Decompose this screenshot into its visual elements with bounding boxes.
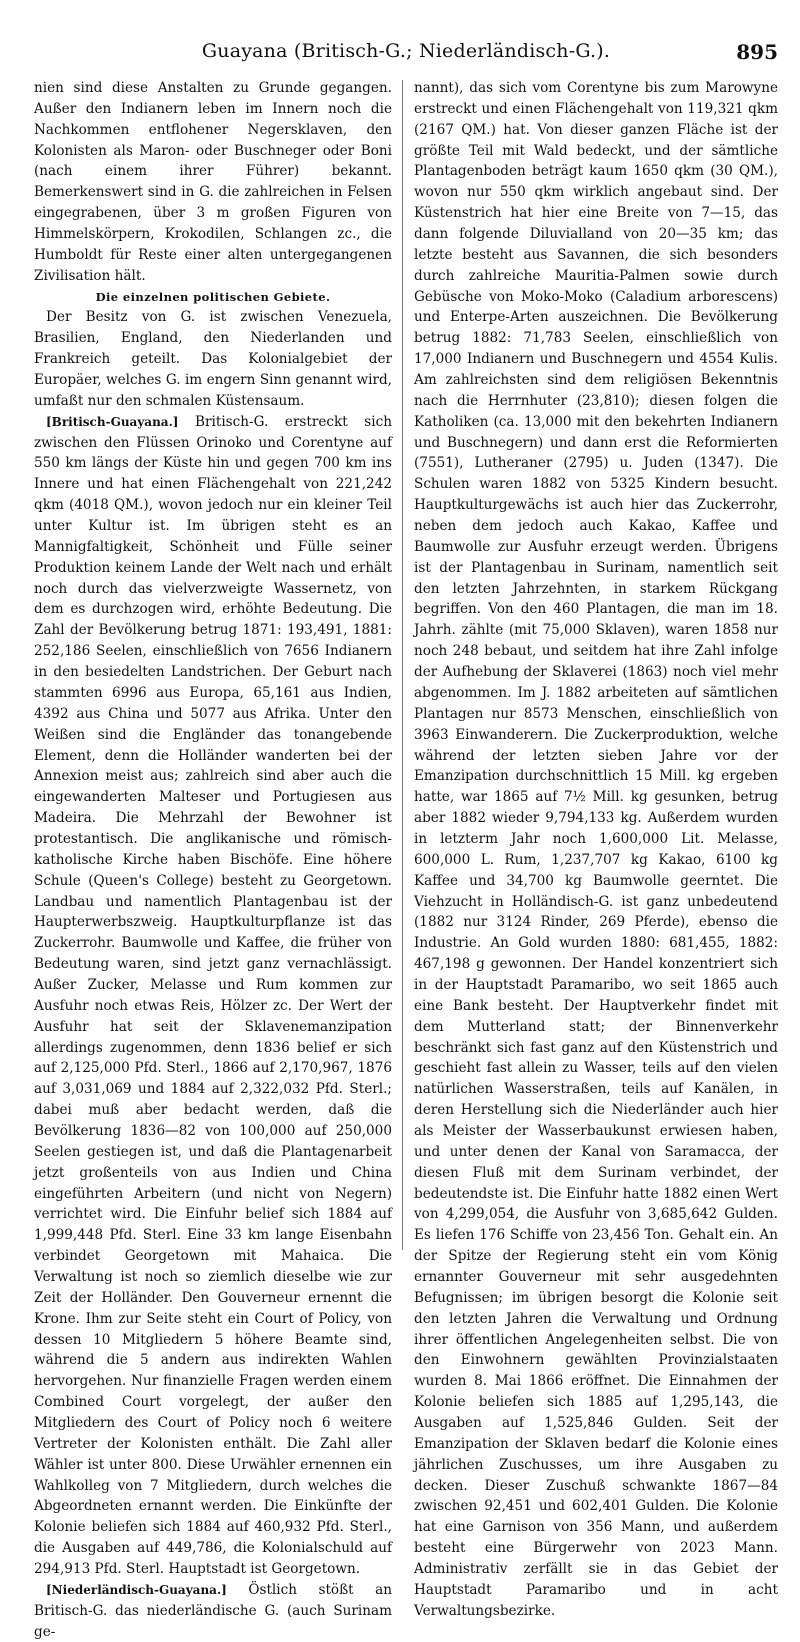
paragraph-british-guiana [34, 412, 392, 1580]
column-divider [402, 80, 403, 1250]
british-guiana-text: Britisch-G. erstreckt sich zwischen den Flüssen Orinoko und Corentyne auf 550 km längs der Küste hin und gegen 700 km ins Innere und hat einen Flächengehalt von 221,242 qkm (4018 QM.), wovon jedoch nur ein kleiner Teil unter Kultur ist. Im übrigen steht es an Mannigfaltigkeit, Schönheit und Fülle seiner Produktion keinem Lande der Welt nach und erhält noch durch das vielverzweigte Wassernetz, von dem es durchzogen wird, erhöhte Bedeutung. Die Zahl der Bevölkerung betrug 1871: 193,491, 1881: 252,186 Seelen, einschließlich von 7656 Indianern in den besiedelten Landstrichen. Der Geburt nach stammten 6996 aus Europa, 65,161 aus Indien, 4392 aus China und 5077 aus Afrika. Unter den Weißen sind die Engländer das tonangebende Element, denn die Holländer wanderten bei der Annexion meist aus; zahlreich sind aber auch die eingewanderten Malteser und Portugiesen aus Madeira. Die Mehrzahl der Bewohner ist protestantisch. Die anglikanische und römisch-katholische Kirche haben Bischöfe. Eine höhere Schule (Queen's College) besteht zu Georgetown. Landbau und namentlich Plantagenbau ist der Haupterwerbszweig. Hauptkulturpflanze ist das Zuckerrohr. Baumwolle und Kaffee, die früher von Bedeutung waren, sind jetzt ganz vernachlässigt. Außer Zucker, Melasse und Rum kommen zur Ausfuhr noch etwas Reis, Hölzer zc. Der Wert der Ausfuhr hat seit der Sklavenemanzipation allerdings zugenommen, denn 1836 belief er sich auf 2,125,000 Pfd. Sterl., 1866 auf 2,170,967, 1876 auf 3,031,069 und 1884 auf 2,322,032 Pfd. Sterl.; dabei muß aber bedacht werden, daß die Bevölkerung 1836—82 von 100,000 auf 250,000 Seelen gestiegen ist, und daß die Plantagenarbeit jetzt großenteils von aus Indien und China eingeführten Arbeitern (und nicht von Negern) verrichtet wird. Die Einfuhr belief sich 1884 auf 1,999,448 Pfd. Sterl. Eine 33 km lange Eisenbahn verbindet Georgetown mit Mahaica. Die Verwaltung ist noch so ziemlich dieselbe wie zur Zeit der Holländer. Den Gouverneur ernennt die Krone. Ihm zur Seite steht ein Court of Policy, von dessen 10 Mitgliedern 5 höhere Beamte sind, während die 5 andern aus indirekten Wahlen hervorgehen. Nur finanzielle Fragen werden einem Combined Court vorgelegt, der außer den Mitgliedern des Court of Policy noch 6 weitere Vertreter der Kolonisten enthält. Die Zahl aller Wähler ist unter 800. Diese Urwähler ernennen ein Wahlkolleg von 7 Mitgliedern, durch welches die Abgeordneten ernannt werden. Die Einkünfte der Kolonie beliefen sich 1884 auf 460,932 Pfd. Sterl., die Ausgaben auf 449,786, die Kolonialschuld auf 294,913 Pfd. Sterl. Hauptstadt ist Georgetown. [34, 413, 392, 1578]
left-column [34, 78, 392, 1642]
british-guiana-label: [Britisch-Guayana.] [46, 414, 179, 429]
page-number: 895 [736, 40, 778, 64]
dutch-guiana-label: [Niederländisch-Guayana.] [46, 1582, 227, 1597]
right-column [414, 78, 778, 1622]
running-title: Guayana (Britisch-G.; Niederländisch-G.). [201, 40, 611, 62]
dutch-guiana-text: Östlich stößt an Britisch-G. das niederländische G. (auch Surinam ge- [34, 1581, 392, 1640]
paragraph-dutch-guiana [34, 1580, 392, 1642]
page-header [34, 40, 778, 70]
section-heading: Die einzelnen politischen Gebiete. [95, 289, 331, 304]
paragraph-possessions: Der Besitz von G. ist zwischen Venezuela, Brasilien, England, den Niederlanden und Frankreich geteilt. Das Kolonialgebiet der Europäer, welches G. im engern Sinn genannt wird, umfaßt nur den schmalen Küstensaum. [34, 309, 392, 409]
paragraph-indians: nien sind diese Anstalten zu Grunde gegangen. Außer den Indianern leben im Innern noch die Nachkommen entflohener Negersklaven, den Kolonisten als Maron- oder Buschneger oder Boni (nach einem ihrer Führer) bekannt. Bemerkenswert sind in G. die zahlreichen in Felsen eingegrabenen, über 3 m großen Figuren von Himmelskörpern, Krokodilen, Schlangen zc., die Humboldt für Reste einer alten untergegangenen Zivilisation hält. [34, 80, 392, 284]
paragraph-surinam: nannt), das sich vom Corentyne bis zum Marowyne erstreckt und einen Flächengehalt von 119,321 qkm (2167 QM.) hat. Von dieser ganzen Fläche ist der größte Teil mit Wald bedeckt, und der sämtliche Plantagenboden beträgt kaum 1650 qkm (30 QM.), wovon nur 550 qkm wirklich angebaut sind. Der Küstenstrich hat hier eine Breite von 7—15, das dann folgende Diluvialland von 20—35 km; das letzte besteht aus Savannen, die sich besonders durch zahlreiche Mauritia-Palmen sowie durch Gebüsche von Moko-Moko (Caladium arborescens) und Enterpe-Arten auszeichnen. Die Bevölkerung betrug 1882: 71,783 Seelen, einschließlich von 17,000 Indianern und Buschnegern und 4554 Kulis. Am zahlreichsten sind dem religiösen Bekenntnis nach die Herrnhuter (23,810); diesen folgen die Katholiken (ca. 13,000 mit den bekehrten Indianern und Buschnegern) und dann erst die Reformierten (7551), Lutheraner (2795) u. Juden (1347). Die Schulen waren 1882 von 5325 Kindern besucht. Hauptkulturgewächs ist auch hier das Zuckerrohr, neben dem jedoch auch Kakao, Kaffee und Baumwolle zur Ausfuhr erzeugt werden. Übrigens ist der Plantagenbau in Surinam, namentlich seit den letzten Jahrzehnten, in starkem Rückgang begriffen. Von den 460 Plantagen, die man im 18. Jahrh. zählte (mit 75,000 Sklaven), waren 1858 nur noch 248 bebaut, und seitdem hat ihre Zahl infolge der Aufhebung der Sklaverei (1863) noch viel mehr abgenommen. Im J. 1882 arbeiteten auf sämtlichen Plantagen nur 8573 Menschen, einschließlich von 3963 Einwanderern. Die Zuckerproduktion, welche während der letzten sieben Jahre vor der Emanzipation durchschnittlich 15 Mill. kg ergeben hatte, war 1865 auf 7½ Mill. kg gesunken, betrug aber 1882 wieder 9,794,133 kg. Außerdem wurden in letzterm Jahr noch 1,600,000 Lit. Melasse, 600,000 L. Rum, 1,237,707 kg Kakao, 6100 kg Kaffee und 34,700 kg Baumwolle geerntet. Die Viehzucht in Holländisch-G. ist ganz unbedeutend (1882 nur 3124 Rinder, 269 Pferde), ebenso die Industrie. An Gold wurden 1880: 681,455, 1882: 467,198 g gewonnen. Der Handel konzentriert sich in der Hauptstadt Paramaribo, wo seit 1865 auch eine Bank besteht. Der Hauptverkehr findet mit dem Mutterland statt; der Binnenverkehr beschränkt sich fast ganz auf den Küstenstrich und geschieht fast allein zu Wasser, teils auf den vielen natürlichen Wasserstraßen, teils auf Kanälen, in deren Herstellung sich die Niederländer auch hier als Meister der Wasserbaukunst erwiesen haben, und unter denen der Kanal von Saramacca, der diesen Fluß mit dem Surinam verbindet, der bedeutendste ist. Die Einfuhr hatte 1882 einen Wert von 4,299,054, die Ausfuhr von 3,685,642 Gulden. Es liefen 176 Schiffe von 23,456 Ton. Gehalt ein. An der Spitze der Regierung steht ein vom König ernannter Gouverneur mit sehr ausgedehnten Befugnissen; im übrigen besorgt die Kolonie seit den letzten Jahren die Verwaltung und Ordnung ihrer öffentlichen Angelegenheiten selbst. Die von den Einwohnern gewählten Provinzialstaaten wurden 8. Mai 1866 eröffnet. Die Einnahmen der Kolonie beliefen sich 1885 auf 1,295,143, die Ausgaben auf 1,525,846 Gulden. Seit der Emanzipation der Sklaven bedarf die Kolonie eines jährlichen Zuschusses, um ihre Ausgaben zu decken. Dieser Zuschuß schwankte 1867—84 zwischen 92,451 und 602,401 Gulden. Die Kolonie hat eine Garnison von 356 Mann, und außerdem besteht eine Bürgerwehr von 2023 Mann. Administrativ zerfällt sie in das Gebiet der Hauptstadt Paramaribo und in acht Verwaltungsbezirke. [414, 80, 778, 1619]
